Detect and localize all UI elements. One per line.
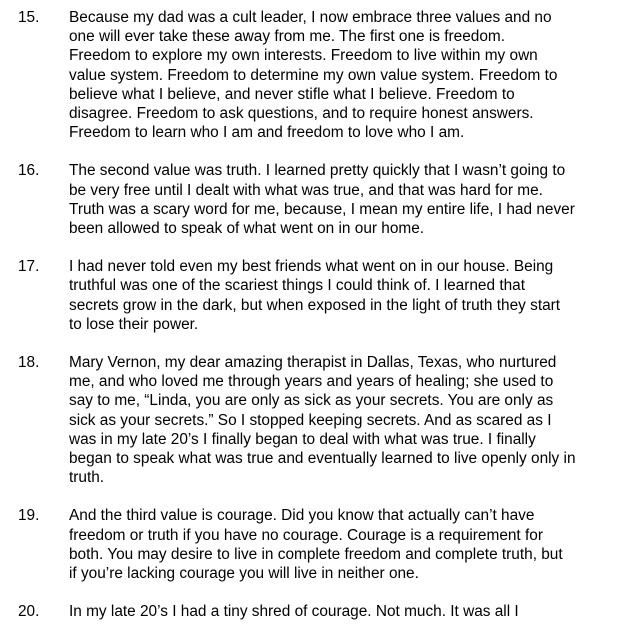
- paragraph-number: 17.: [18, 258, 40, 276]
- paragraph-16: [0, 161, 639, 238]
- text-line: believe what I believe, and never stifle what I believe. Freedom to: [69, 85, 515, 103]
- paragraph-text: [69, 353, 609, 487]
- paragraph-text: [69, 506, 609, 583]
- paragraph-15: [0, 8, 639, 142]
- paragraph-text: [69, 161, 609, 238]
- text-line: both. You may desire to live in complete freedom and complete truth, but: [69, 545, 563, 563]
- paragraph-number: 20.: [18, 603, 40, 621]
- text-line: say to me, “Linda, you are only as sick as your secrets. You are only as: [69, 392, 554, 410]
- paragraph-text: [69, 602, 609, 621]
- text-line: began to speak what was true and eventually learned to live openly only in: [69, 450, 576, 468]
- paragraph-18: [0, 353, 639, 487]
- text-line: In my late 20’s I had a tiny shred of courage. Not much. It was all I: [69, 603, 519, 621]
- text-line: me, and who loved me through years and years of healing; she used to: [69, 373, 554, 391]
- text-line: secrets grow in the dark, but when exposed in the light of truth they start: [69, 296, 561, 314]
- text-line: be very free until I dealt with what was true, and that was hard for me.: [69, 181, 543, 199]
- text-line: to lose their power.: [69, 315, 199, 333]
- text-line: The second value was truth. I learned pretty quickly that I wasn’t going to: [69, 162, 566, 180]
- text-line: truth.: [69, 469, 105, 487]
- paragraph-text: [69, 8, 609, 142]
- paragraph-17: [0, 257, 639, 334]
- text-line: Freedom to learn who I am and freedom to love who I am.: [69, 124, 465, 142]
- paragraph-number: 15.: [18, 9, 40, 26]
- text-line: truthful was one of the scariest things I could think of. I learned that: [69, 277, 525, 295]
- text-line: value system. Freedom to determine my own value system. Freedom to: [69, 66, 558, 84]
- text-line: been allowed to speak of what went on in our home.: [69, 220, 425, 238]
- paragraph-number: 19.: [18, 507, 40, 525]
- text-line: if you’re lacking courage you will live in neither one.: [69, 565, 419, 583]
- text-line: sick as your secrets.” So I stopped keeping secrets. And as scared as I: [69, 411, 552, 429]
- paragraph-number: 16.: [18, 162, 40, 180]
- text-line: one will ever take these away from me. The first one is freedom.: [69, 28, 505, 46]
- text-line: I had never told even my best friends what went on in our house. Being: [69, 258, 554, 276]
- document-page: [0, 8, 639, 640]
- text-line: disagree. Freedom to ask questions, and to require honest answers.: [69, 105, 534, 123]
- text-line: Because my dad was a cult leader, I now embrace three values and no: [69, 9, 552, 26]
- text-line: Freedom to explore my own interests. Freedom to live within my own: [69, 47, 538, 65]
- paragraph-number: 18.: [18, 354, 40, 372]
- paragraph-19: [0, 506, 639, 583]
- text-line: was in my late 20’s I finally began to deal with what was true. I finally: [69, 430, 536, 448]
- text-line: freedom or truth if you have no courage. Courage is a requirement for: [69, 526, 543, 544]
- text-line: Truth was a scary word for me, because, I mean my entire life, I had never: [69, 200, 575, 218]
- text-line: And the third value is courage. Did you know that actually can’t have: [69, 507, 535, 525]
- text-line: Mary Vernon, my dear amazing therapist in Dallas, Texas, who nurtured: [69, 354, 557, 372]
- paragraph-20: [0, 602, 639, 621]
- paragraph-text: [69, 257, 609, 334]
